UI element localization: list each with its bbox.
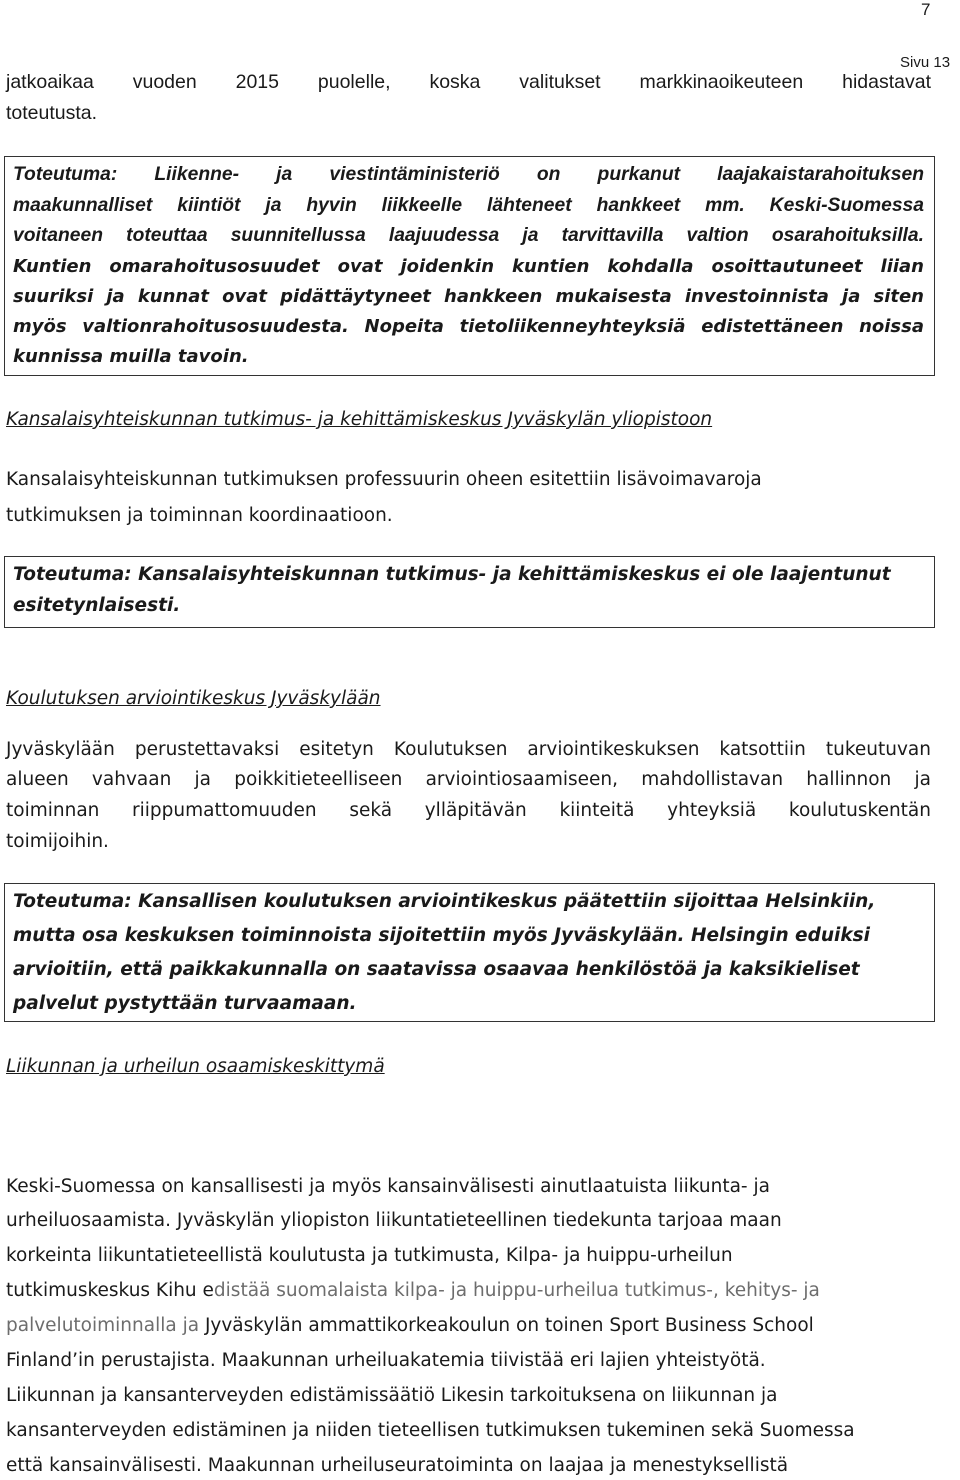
text-run: Jyväskylän ammattikorkeakoulun on toinen Sport Business School — [199, 1315, 814, 1336]
paragraph-line: korkeinta liikuntatieteellistä koulutusta ja tutkimusta, Kilpa- ja huippu-urheilun — [6, 1245, 733, 1266]
box-line: mutta osa keskuksen toiminnoista sijoitettiin myös Jyväskylään. Helsingin eduiksi — [13, 925, 871, 946]
intro-line: jatkoaikaa vuoden 2015 puolelle, koska valitukset markkinaoikeuteen hidastavat — [6, 71, 931, 93]
sheet-number: Sivu 13 — [900, 54, 951, 71]
paragraph-line: toimijoihin. — [6, 831, 109, 852]
paragraph-line: Keski-Suomessa on kansallisesti ja myös kansainvälisesti ainutlaatuista liikunta- ja — [6, 1176, 770, 1197]
section-heading: Liikunnan ja urheilun osaamiskeskittymä — [6, 1056, 385, 1077]
box-line: palvelut pystyttään turvaamaan. — [13, 993, 357, 1014]
section-heading: Kansalaisyhteiskunnan tutkimus- ja kehittämiskeskus Jyväskylän yliopistoon — [6, 409, 713, 430]
text-run-gray: distää suomalaista kilpa- ja huippu-urheilua tutkimus-, kehitys- ja — [213, 1280, 820, 1301]
box-line: voitaneen toteuttaa suunnitellussa laajuudessa ja tarvittavilla valtion osarahoituksilla. — [13, 225, 924, 246]
intro-line: toteutusta. — [6, 102, 98, 124]
paragraph-line: Jyväskylään perustettavaksi esitetyn Koulutuksen arviointikeskuksen katsottiin tukeutuvan — [6, 739, 931, 760]
result-box-civil-society — [4, 556, 935, 628]
paragraph-line: Liikunnan ja kansanterveyden edistämissäätiö Likesin tarkoituksena on liikunnan ja — [6, 1385, 778, 1406]
paragraph-line: Kansalaisyhteiskunnan tutkimuksen professuurin oheen esitettiin lisävoimavaroja — [6, 469, 762, 490]
paragraph-line: Finland’in perustajista. Maakunnan urheiluakatemia tiivistää eri lajien yhteistyötä. — [6, 1350, 766, 1371]
paragraph-line: että kansainvälisesti. Maakunnan urheiluseuratoiminta on laajaa ja menestyksellistä — [6, 1455, 789, 1476]
paragraph-line: toiminnan riippumattomuuden sekä ylläpitävän kiinteitä yhteyksiä koulutuskentän — [6, 800, 931, 821]
page-number: 7 — [921, 0, 931, 19]
box-line: suuriksi ja kunnat ovat pidättäytyneet hankkeen mukaisesta investoinnista ja siten — [13, 286, 924, 307]
paragraph-line: tutkimuksen ja toiminnan koordinaatioon. — [6, 505, 393, 526]
box-line: kunnissa muilla tavoin. — [13, 346, 249, 367]
text-run: tutkimuskeskus Kihu e — [6, 1280, 214, 1301]
box-line: Kuntien omarahoitusosuudet ovat joidenkin kuntien kohdalla osoittautuneet liian — [13, 256, 924, 277]
box-line: esitetynlaisesti. — [13, 595, 181, 616]
box-line: Toteutuma: Kansallisen koulutuksen arviointikeskus päätettiin sijoittaa Helsinkiin, — [13, 891, 876, 912]
paragraph-line: kansanterveyden edistäminen ja niiden tieteellisen tutkimuksen tukeminen sekä Suomessa — [6, 1420, 855, 1441]
result-box-evaluation-centre — [4, 883, 935, 1022]
paragraph-line: alueen vahvaan ja poikkitieteelliseen arviointiosaamiseen, mahdollistavan hallinnon ja — [6, 769, 931, 790]
text-run-gray: palvelutoiminnalla ja — [6, 1315, 200, 1336]
box-line: Toteutuma: Liikenne- ja viestintäministeriö on purkanut laajakaistarahoituksen — [13, 164, 924, 185]
paragraph-line: urheiluosaamista. Jyväskylän yliopiston liikuntatieteellinen tiedekunta tarjoaa maan — [6, 1210, 782, 1231]
paragraph-line — [6, 1280, 820, 1301]
box-line: maakunnalliset kiintiöt ja hyvin liikkeelle lähteneet hankkeet mm. Keski-Suomessa — [13, 195, 924, 216]
box-line: myös valtionrahoitusosuudesta. Nopeita tietoliikenneyhteyksiä edistettäneen noissa — [13, 316, 924, 337]
paragraph-line — [6, 1315, 814, 1336]
result-box-broadband — [4, 156, 935, 376]
box-line: Toteutuma: Kansalaisyhteiskunnan tutkimus- ja kehittämiskeskus ei ole laajentunut — [13, 564, 891, 585]
box-line: arvioitiin, että paikkakunnalla on saatavissa osaavaa henkilöstöä ja kaksikieliset — [13, 959, 860, 980]
section-heading: Koulutuksen arviointikeskus Jyväskylään — [6, 688, 381, 709]
